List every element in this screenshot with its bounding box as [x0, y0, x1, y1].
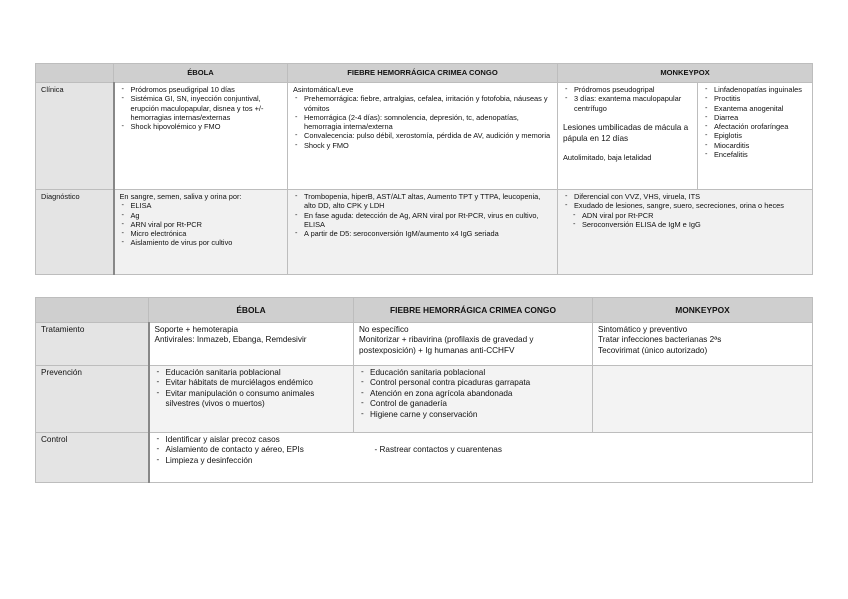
cell-text: No específico	[359, 325, 409, 334]
header-monkeypox: MONKEYPOX	[558, 64, 813, 83]
list-item: - Exudado de lesiones, sangre, suero, secreciones, orina o heces	[563, 201, 807, 210]
list-item: - Aislamiento de contacto y aéreo, EPIs	[155, 445, 365, 455]
list-item: - Control de ganadería	[359, 399, 587, 409]
list-item: - Afectación orofaríngea	[703, 122, 807, 131]
list-item: - Aislamiento de virus por cultivo	[120, 238, 283, 247]
cell-cchf	[354, 366, 593, 433]
list-item: - Proctitis	[703, 94, 807, 103]
list-item: - Sistémica GI, SN, inyección conjuntival, erupción maculopapular, disnea y tos +/- hemorragias internas/externas	[120, 94, 283, 122]
cell-cchf	[354, 323, 593, 366]
corner-header	[36, 298, 149, 323]
clinical-diagnosis-table	[35, 63, 813, 275]
header-ebola: ÉBOLA	[149, 298, 354, 323]
list-item: - Diferencial con VVZ, VHS, viruela, ITS	[563, 192, 807, 201]
cell-monkeypox-right	[698, 83, 813, 190]
list-item: - Evitar hábitats de murciélagos endémico	[155, 378, 349, 388]
row-label: Tratamiento	[36, 323, 149, 366]
cell-monkeypox	[558, 190, 813, 275]
cell-text: En sangre, semen, saliva y orina por:	[119, 192, 242, 201]
cell-text: Antivirales: Inmazeb, Ebanga, Remdesivir	[154, 335, 307, 345]
cell-ebola	[149, 366, 354, 433]
list-item: - Shock hipovolémico y FMO	[120, 122, 283, 131]
row-prevencion	[36, 366, 813, 433]
list-item: - Miocarditis	[703, 141, 807, 150]
cell-text: Soporte + hemoterapia	[154, 325, 239, 334]
list-item: - Limpieza y desinfección	[155, 456, 365, 466]
list-item: - ADN viral por Rt-PCR	[571, 211, 807, 220]
list-item: - Trombopenia, hiperB, AST/ALT altas, Aumento TPT y TTPA, leucopenia, alto DD, alto CPK y LDH	[293, 192, 552, 211]
list-item: - 3 días: exantema maculopapular centrífugo	[563, 94, 692, 113]
header-row	[36, 298, 813, 323]
list-item: - ARN viral por Rt-PCR	[120, 220, 283, 229]
list-item: - En fase aguda: detección de Ag, ARN viral por Rt-PCR, virus en cultivo, ELISA	[293, 211, 552, 230]
cell-cchf	[288, 190, 558, 275]
corner-header	[36, 64, 114, 83]
cell-text: Tecovirimat (único autorizado)	[598, 345, 708, 355]
treatment-prevention-table	[35, 297, 813, 483]
row-control	[36, 433, 813, 483]
cell-control	[149, 433, 813, 483]
list-item: - Evitar manipulación o consumo animales silvestres (vivos o muertos)	[155, 389, 349, 410]
list-item: - Shock y FMO	[293, 141, 552, 150]
list-item: - Atención en zona agrícola abandonada	[359, 389, 587, 399]
list-item: - Educación sanitaria poblacional	[359, 368, 587, 378]
list-item: - Hemorrágica (2-4 días): somnolencia, depresión, tc, adenopatías, hemorragia interna/externa	[293, 113, 552, 132]
cell-text: - Rastrear contactos y cuarentenas	[374, 445, 502, 454]
cell-text: Monitorizar + ribavirina (profilaxis de gravedad y postexposición) + Ig humanas anti-CCHFV	[359, 335, 534, 355]
row-diagnostico	[36, 190, 813, 275]
cell-text: Lesiones umbilicadas de mácula a pápula en 12 días	[563, 122, 689, 143]
list-item: - Educación sanitaria poblacional	[155, 368, 349, 378]
row-clinica	[36, 83, 813, 190]
cell-ebola	[114, 190, 288, 275]
list-item: - Pródromos pseudigripal 10 días	[120, 85, 283, 94]
header-ebola: ÉBOLA	[114, 64, 288, 83]
list-item: - Prehemorrágica: fiebre, artralgias, cefalea, irritación y fotofobia, náuseas y vómitos	[293, 94, 552, 113]
list-item: - Seroconversión ELISA de IgM e IgG	[571, 220, 807, 229]
cell-monkeypox	[593, 366, 813, 433]
header-monkeypox: MONKEYPOX	[593, 298, 813, 323]
list-item: - Diarrea	[703, 113, 807, 122]
row-label: Control	[36, 433, 149, 483]
list-item: - Higiene carne y conservación	[359, 410, 587, 420]
list-item: - Encefalitis	[703, 150, 807, 159]
list-item: - Exantema anogenital	[703, 104, 807, 113]
list-item: - Pródromos pseudogripal	[563, 85, 692, 94]
cell-monkeypox	[593, 323, 813, 366]
row-label: Diagnóstico	[36, 190, 114, 275]
cell-text: Asintomática/Leve	[293, 85, 354, 94]
list-item: - Identificar y aislar precoz casos	[155, 435, 365, 445]
header-cchf: FIEBRE HEMORRÁGICA CRIMEA CONGO	[354, 298, 593, 323]
list-item: - ELISA	[120, 201, 283, 210]
cell-monkeypox-left	[558, 83, 698, 190]
cell-cchf	[288, 83, 558, 190]
header-row	[36, 64, 813, 83]
row-tratamiento	[36, 323, 813, 366]
cell-text: Sintomático y preventivo	[598, 325, 688, 334]
cell-ebola	[149, 323, 354, 366]
row-label: Prevención	[36, 366, 149, 433]
cell-text: Tratar infecciones bacterianas 2ªs	[598, 335, 722, 345]
cell-ebola	[114, 83, 288, 190]
list-item: - Micro electrónica	[120, 229, 283, 238]
list-item: - A partir de D5: seroconversión IgM/aumento x4 IgG seriada	[293, 229, 552, 238]
cell-text: Autolimitado, baja letalidad	[563, 152, 652, 162]
list-item: - Linfadenopatías inguinales	[703, 85, 807, 94]
list-item: - Ag	[120, 211, 283, 220]
list-item: - Control personal contra picaduras garrapata	[359, 378, 587, 388]
row-label: Clínica	[36, 83, 114, 190]
list-item: - Epiglotis	[703, 131, 807, 140]
list-item: - Convalecencia: pulso débil, xerostomía, pérdida de AV, audición y memoria	[293, 131, 552, 140]
header-cchf: FIEBRE HEMORRÁGICA CRIMEA CONGO	[288, 64, 558, 83]
